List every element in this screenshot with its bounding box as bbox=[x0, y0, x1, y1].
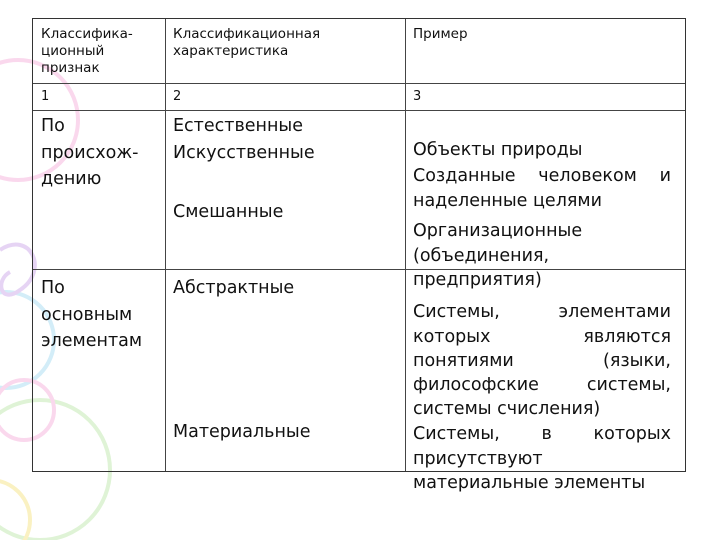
header-example: Пример bbox=[413, 26, 468, 42]
type-abstract: Абстрактные bbox=[173, 278, 295, 298]
vline-1 bbox=[165, 19, 166, 471]
example-mixed-text: Организационные (объединения, предприятия) bbox=[413, 221, 583, 290]
example-material bbox=[413, 398, 671, 519]
example-abstract-text: Системы, элементами которых являются понятиями (языки, философские системы, системы счисления) bbox=[413, 302, 671, 420]
vline-2 bbox=[405, 19, 406, 471]
classification-table bbox=[32, 18, 686, 493]
type-mixed: Смешанные bbox=[173, 202, 284, 222]
column-number-3: 3 bbox=[413, 89, 422, 104]
example-artificial-text: Созданные человеком и наделенные целями bbox=[413, 166, 671, 211]
column-number-2: 2 bbox=[173, 89, 182, 104]
hline-1 bbox=[33, 83, 685, 84]
example-natural-text: Объекты природы bbox=[413, 140, 583, 161]
header-characteristic: Классификационная характеристика bbox=[173, 26, 321, 59]
type-material: Материальные bbox=[173, 422, 311, 442]
type-artificial: Искусственные bbox=[173, 143, 315, 163]
type-natural: Естественные bbox=[173, 116, 304, 136]
feature-elements: По основным элементам bbox=[41, 278, 143, 351]
feature-origin: По происхож- дению bbox=[41, 116, 139, 189]
header-feature: Классифика- ционный признак bbox=[41, 26, 133, 76]
example-material-text: Системы, в которых присутствуют материальные элементы bbox=[413, 424, 671, 493]
column-number-1: 1 bbox=[41, 89, 50, 104]
decor-swirl bbox=[0, 245, 35, 295]
hline-2 bbox=[33, 110, 685, 111]
